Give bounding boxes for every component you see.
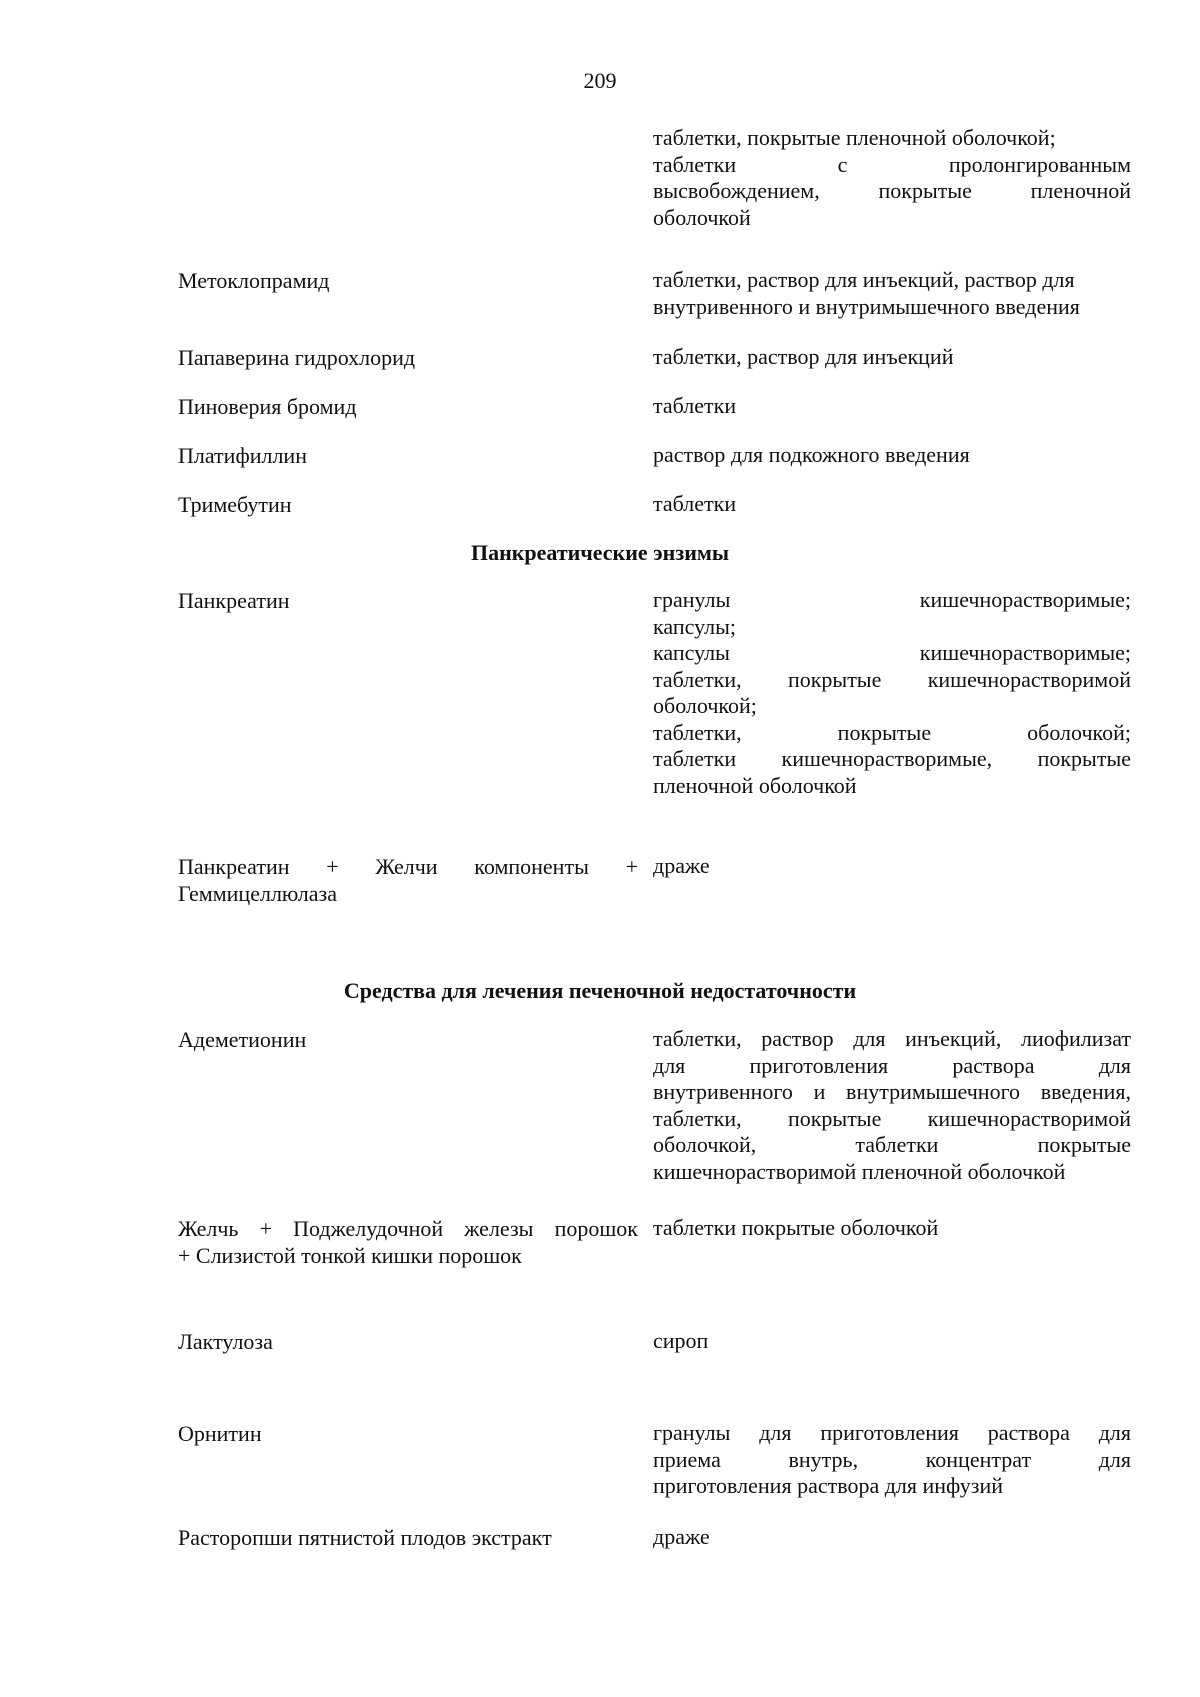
- drug-name-line: Геммицеллюлаза: [178, 881, 338, 906]
- form-line: капсулы;: [653, 613, 736, 639]
- drug-name-line: Панкреатин + Желчи компоненты +: [178, 854, 638, 879]
- dosage-form-cell: [653, 491, 1131, 518]
- dosage-form-cell: [653, 1524, 1131, 1551]
- dosage-form-cell: [653, 442, 1131, 469]
- dosage-form-cell: [653, 344, 1131, 371]
- form-line: сироп: [653, 1328, 709, 1353]
- drug-name: Лактулоза: [178, 1329, 273, 1354]
- form-line: приема внутрь, концентрат для: [653, 1446, 1131, 1472]
- form-line: таблетки, покрытые кишечнорастворимой: [653, 1105, 1131, 1131]
- drug-name: Панкреатин: [178, 588, 290, 613]
- form-line: приготовления раствора для инфузий: [653, 1473, 1003, 1498]
- form-line: драже: [653, 853, 710, 878]
- form-line: драже: [653, 1524, 710, 1549]
- form-line: капсулы кишечнорастворимые;: [653, 640, 1131, 665]
- dosage-form-cell: [653, 587, 1131, 799]
- form-line: таблетки, раствор для инъекций: [653, 344, 954, 369]
- dosage-form-cell: [653, 1026, 1131, 1185]
- form-line: оболочкой;: [653, 693, 757, 718]
- form-line: оболочкой: [653, 204, 751, 230]
- form-line: таблетки, покрытые оболочкой;: [653, 719, 1131, 745]
- form-line: внутривенного и внутримышечного введения,: [653, 1079, 1131, 1104]
- form-line: таблетки, раствор для инъекций, лиофилизат: [653, 1026, 1131, 1051]
- drug-name: Тримебутин: [178, 492, 292, 517]
- form-line: таблетки кишечнорастворимые, покрытые: [653, 746, 1131, 771]
- form-line: гранулы кишечнорастворимые;: [653, 587, 1131, 612]
- drug-name: Орнитин: [178, 1421, 262, 1446]
- dosage-form-cell: [653, 1215, 1131, 1242]
- form-line: кишечнорастворимой пленочной оболочкой: [653, 1158, 1066, 1184]
- drug-name-line: + Слизистой тонкой кишки порошок: [178, 1243, 522, 1268]
- form-line: внутривенного и внутримышечного введения: [653, 293, 1080, 319]
- form-line: для приготовления раствора для: [653, 1052, 1131, 1078]
- form-line: таблетки, раствор для инъекций, раствор для: [653, 267, 1075, 292]
- drug-name: Пиноверия бромид: [178, 394, 357, 419]
- drug-name-line: Желчь + Поджелудочной железы порошок: [178, 1216, 638, 1241]
- drug-name: Адеметионин: [178, 1027, 307, 1052]
- form-line: таблетки, покрытые кишечнорастворимой: [653, 666, 1131, 692]
- drug-name: Платифиллин: [178, 443, 307, 468]
- section-heading: Панкреатические энзимы: [470, 540, 730, 565]
- dosage-form-cell: [653, 1420, 1131, 1500]
- dosage-form-cell: [653, 125, 1131, 231]
- dosage-form-cell: [653, 393, 1131, 420]
- dosage-form-cell: [653, 267, 1131, 320]
- dosage-form-cell: [653, 853, 1131, 880]
- drug-name: Расторопши пятнистой плодов экстракт: [178, 1525, 552, 1550]
- drug-name: [178, 1215, 638, 1269]
- form-line: высвобождением, покрытые пленочной: [653, 178, 1131, 203]
- drug-name: [178, 853, 638, 907]
- form-line: пленочной оболочкой: [653, 772, 857, 798]
- form-line: таблетки, покрытые пленочной оболочкой;: [653, 125, 1056, 150]
- drug-name: Папаверина гидрохлорид: [178, 345, 416, 370]
- form-line: раствор для подкожного введения: [653, 442, 970, 467]
- form-line: таблетки: [653, 393, 737, 418]
- form-line: таблетки: [653, 491, 737, 516]
- form-line: гранулы для приготовления раствора для: [653, 1420, 1131, 1445]
- page-number: 209: [583, 68, 617, 93]
- form-line: оболочкой, таблетки покрытые: [653, 1132, 1131, 1157]
- section-heading: Средства для лечения печеночной недостаточности: [343, 978, 857, 1003]
- form-line: таблетки покрытые оболочкой: [653, 1215, 939, 1240]
- form-line: таблетки с пролонгированным: [653, 151, 1131, 177]
- drug-name: Метоклопрамид: [178, 268, 330, 293]
- dosage-form-cell: [653, 1328, 1131, 1355]
